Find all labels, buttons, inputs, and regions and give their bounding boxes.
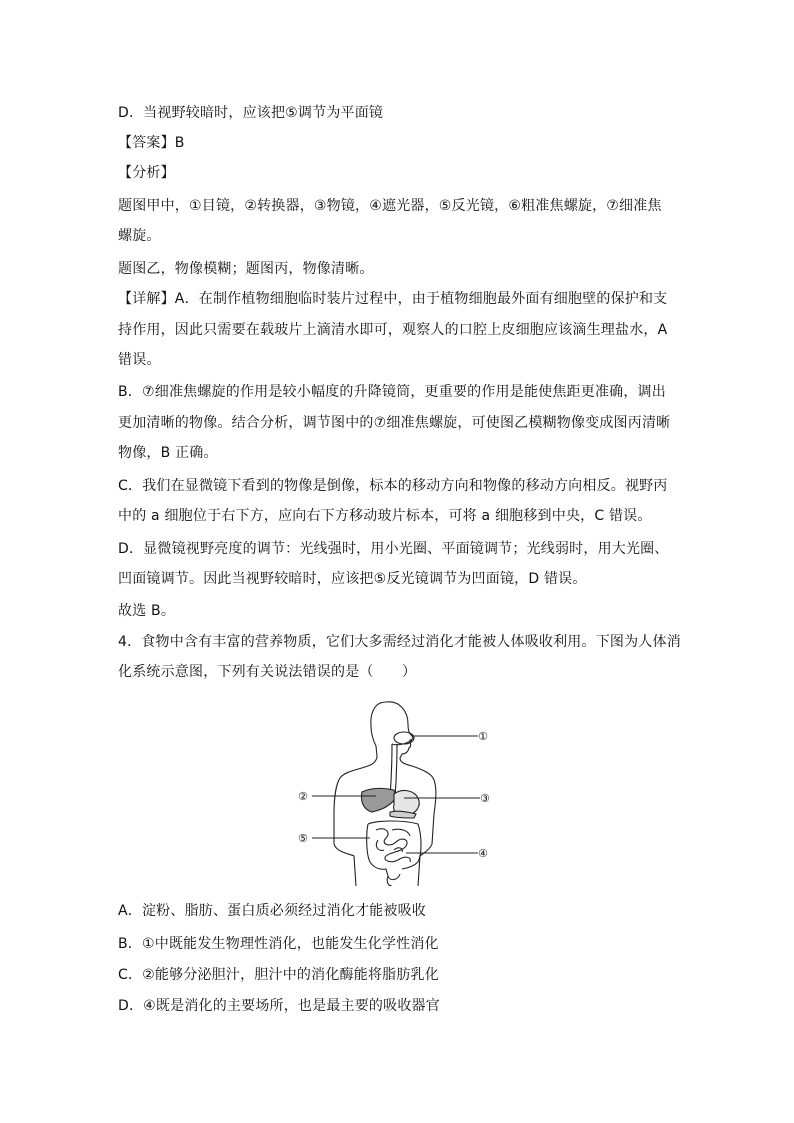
answer-line: 【答案】B [118, 135, 185, 151]
option-d: D．④既是消化的主要场所，也是最主要的吸收器官 [118, 998, 440, 1014]
option-c: C．②能够分泌胆汁，胆汁中的消化酶能将脂肪乳化 [118, 967, 439, 983]
explanation-line: 持作用，因此只需要在载玻片上滴清水即可，观察人的口腔上皮细胞应该滴生理盐水，A [118, 322, 668, 338]
question-stem-line: 4．食物中含有丰富的营养物质，它们大多需经过消化才能被人体吸收利用。下图为人体消 [118, 634, 681, 650]
explanation-line: 中的 a 细胞位于右下方，应向右下方移动玻片标本，可将 a 细胞移到中央，C 错误。 [118, 508, 652, 524]
explanation-line: 物像，B 正确。 [118, 445, 218, 461]
analysis-text-line: 螺旋。 [118, 228, 161, 244]
conclusion-line: 故选 B。 [118, 603, 176, 619]
label-1: ① [478, 730, 488, 743]
label-5: ⑤ [298, 832, 308, 845]
explanation-line: B．⑦细准焦螺旋的作用是较小幅度的升降镜筒，更重要的作用是能使焦距更准确，调出 [118, 384, 666, 400]
explanation-line: 凹面镜调节。因此当视野较暗时，应该把⑤反光镜调节为凹面镜，D 错误。 [118, 571, 587, 587]
label-3: ③ [480, 792, 490, 805]
explanation-line: 【详解】A．在制作植物细胞临时装片过程中，由于植物细胞最外面有细胞壁的保护和支 [118, 291, 668, 307]
digestive-system-diagram [294, 694, 500, 886]
option-b: B．①中既能发生物理性消化，也能发生化学性消化 [118, 936, 439, 952]
explanation-line: 更加清晰的物像。结合分析，调节图中的⑦细准焦螺旋，可使图乙模糊物像变成图丙清晰 [118, 415, 671, 431]
explanation-line: D．显微镜视野亮度的调节：光线强时，用小光圈、平面镜调节；光线弱时，用大光圈、 [118, 541, 669, 557]
explanation-line: 错误。 [118, 352, 161, 368]
analysis-text-line: 题图乙，物像模糊；题图丙，物像清晰。 [118, 261, 374, 277]
analysis-text-line: 题图甲中，①目镜，②转换器，③物镜，④遮光器，⑤反光镜，⑥粗准焦螺旋，⑦细准焦 [118, 198, 662, 214]
question-stem-line: 化系统示意图，下列有关说法错误的是（ ） [118, 664, 417, 680]
explanation-line: C．我们在显微镜下看到的物像是倒像，标本的移动方向和物像的移动方向相反。视野丙 [118, 478, 668, 494]
label-2: ② [298, 790, 308, 803]
option-a: A．淀粉、脂肪、蛋白质必须经过消化才能被吸收 [118, 903, 426, 919]
option-d-prev-question: D．当视野较暗时，应该把⑤调节为平面镜 [118, 105, 384, 121]
label-4: ④ [478, 847, 488, 860]
analysis-heading: 【分析】 [118, 165, 175, 181]
